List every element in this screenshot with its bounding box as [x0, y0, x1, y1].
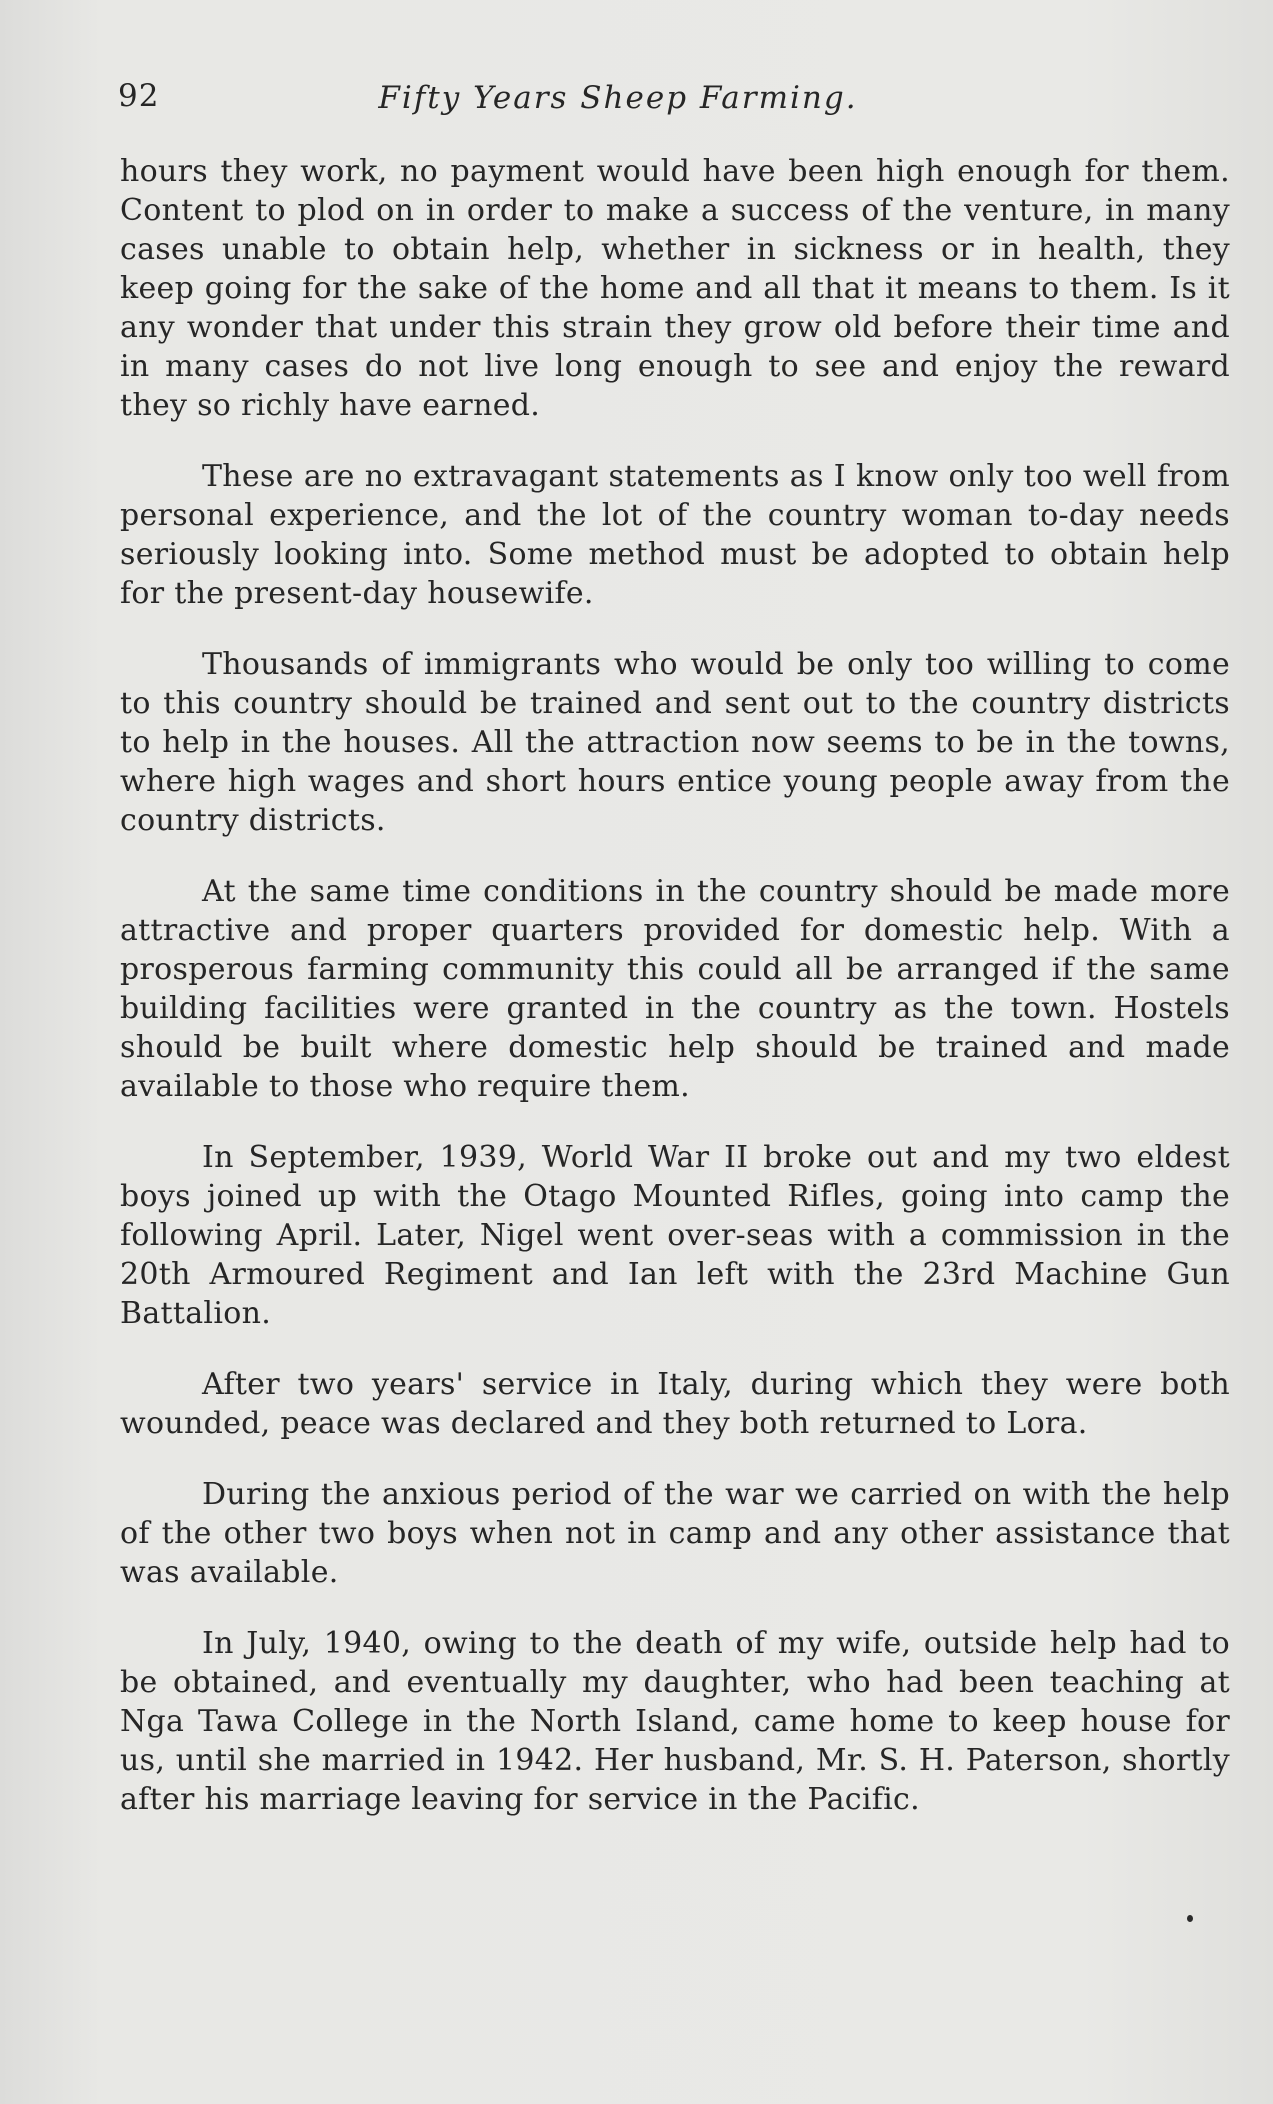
ink-speck — [1187, 1915, 1193, 1922]
paragraph: These are no extravagant statements as I know only too well from personal experience, and the lot of the country woman to-day needs seriously looking into. Some method must be adopted to obtain help for the present-day housewife. — [120, 459, 1230, 611]
page-number: 92 — [118, 78, 160, 114]
paragraph: After two years' service in Italy, during which they were both wounded, peace was declared and they both returned to Lora. — [120, 1367, 1230, 1441]
running-title: Fifty Years Sheep Farming. — [378, 80, 858, 116]
paragraph: During the anxious period of the war we carried on with the help of the other two boys when not in camp and any other assistance that was available. — [120, 1477, 1230, 1590]
body-text — [120, 152, 1230, 1851]
paragraph-continued: hours they work, no payment would have been high enough for them. Content to plod on in order to make a success of the venture, in many cases unable to obtain help, whether in sickness or in health, they keep going for the sake of the home and all that it means to them. Is it any wonder that under this strain they grow old before their time and in many cases do not live long enough to see and enjoy the reward they so richly have earned. — [120, 154, 1230, 423]
paragraph: Thousands of immigrants who would be only too willing to come to this country should be trained and sent out to the country districts to help in the houses. All the attraction now seems to be in the towns, where high wages and short hours entice young people away from the country districts. — [120, 647, 1230, 838]
paragraph: In July, 1940, owing to the death of my wife, outside help had to be obtained, and eventually my daughter, who had been teaching at Nga Tawa College in the North Island, came home to keep house for us, until she married in 1942. Her husband, Mr. S. H. Paterson, shortly after his marriage leaving for service in the Pacific. — [120, 1626, 1230, 1817]
paragraph: In September, 1939, World War II broke out and my two eldest boys joined up with the Otago Mounted Rifles, going into camp the following April. Later, Nigel went over-seas with a commission in the 20th Armoured Regiment and Ian left with the 23rd Machine Gun Battalion. — [120, 1140, 1230, 1331]
running-head — [118, 78, 1228, 118]
paragraph: At the same time conditions in the country should be made more attractive and proper quarters provided for domestic help. With a prosperous farming community this could all be arranged if the same building facilities were granted in the country as the town. Hostels should be built where domestic help should be trained and made available to those who require them. — [120, 874, 1230, 1104]
